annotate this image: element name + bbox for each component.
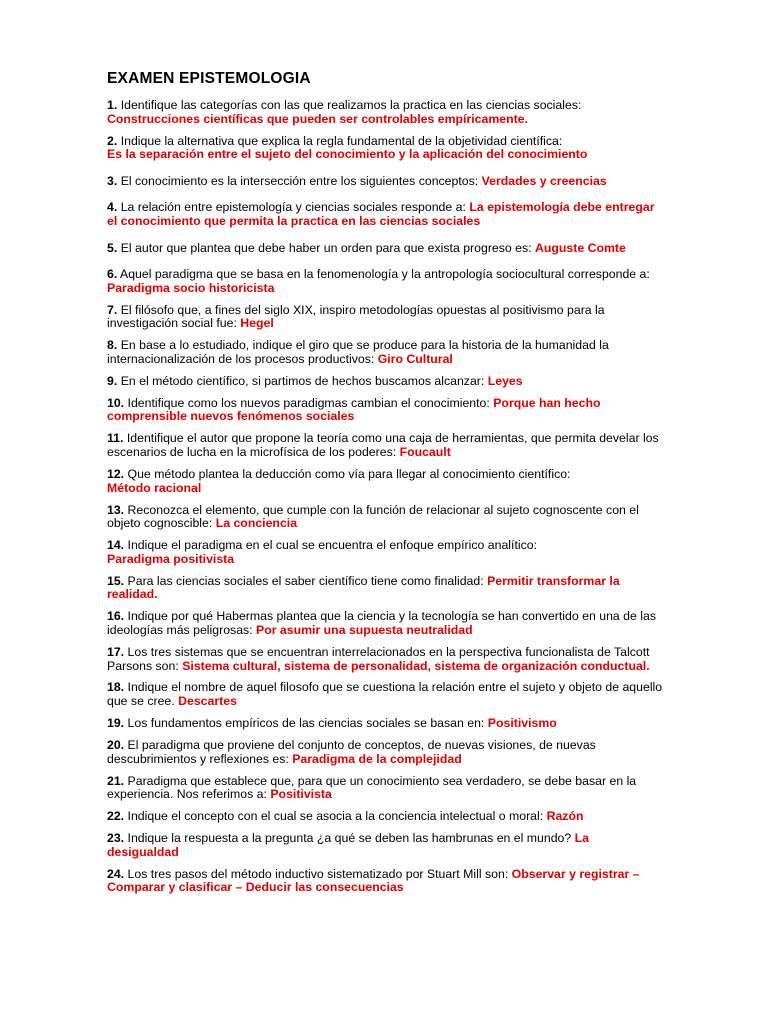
question-15 bbox=[107, 575, 663, 602]
question-answer: Por asumir una supuesta neutralidad bbox=[256, 622, 473, 637]
question-21 bbox=[107, 775, 663, 802]
question-answer: Positivismo bbox=[487, 716, 557, 731]
question-answer: Descartes bbox=[178, 694, 237, 709]
question-text: En base a lo estudiado, indique el giro que se produce para la historia de la humanidad la internacionalización de los procesos productivos: bbox=[107, 338, 609, 366]
question-text: Indique el nombre de aquel filosofo que se cuestiona la relación entre el sujeto y objeto de aquello que se cree. bbox=[107, 680, 663, 709]
question-8 bbox=[107, 339, 663, 366]
question-number: 7. bbox=[107, 302, 118, 317]
question-number: 15. bbox=[107, 573, 125, 588]
question-text: Paradigma que establece que, para que un conocimiento sea verdadero, se debe basar en la experiencia. Nos referimos a: bbox=[107, 773, 637, 802]
question-number: 22. bbox=[107, 809, 125, 824]
question-number: 6. bbox=[107, 267, 118, 282]
question-number: 12. bbox=[107, 467, 125, 482]
question-answer: Es la separación entre el sujeto del conocimiento y la aplicación del conocimiento bbox=[107, 147, 588, 162]
question-text: Identifique las categorías con las que realizamos la practica en las ciencias sociales: bbox=[120, 98, 582, 112]
question-text: Indique el concepto con el cual se asocia a la conciencia intelectual o moral: bbox=[127, 809, 544, 824]
question-text: Los tres pasos del método inductivo sistematizado por Stuart Mill son: bbox=[127, 866, 509, 881]
question-text: El filósofo que, a fines del siglo XIX, inspiro metodologías opuestas al positivismo para la investigación social fue: bbox=[107, 302, 605, 331]
question-answer: Auguste Comte bbox=[535, 240, 626, 255]
question-text: Identifique el autor que propone la teoría como una caja de herramientas, que permita develar los escenarios de lucha en la microfísica de los poderes: bbox=[107, 431, 659, 460]
question-answer: Sistema cultural, sistema de personalidad, sistema de organización conductual. bbox=[182, 658, 650, 673]
question-number: 8. bbox=[107, 338, 118, 353]
question-19 bbox=[107, 717, 663, 731]
question-6 bbox=[107, 268, 663, 295]
question-number: 9. bbox=[107, 373, 118, 388]
question-number: 20. bbox=[107, 738, 125, 753]
question-text: Indique la alternativa que explica la regla fundamental de la objetividad científica: bbox=[120, 133, 563, 148]
question-answer: Método racional bbox=[107, 480, 202, 495]
question-text: Indique la respuesta a la pregunta ¿a qué se deben las hambrunas en el mundo? bbox=[127, 831, 572, 846]
question-18 bbox=[107, 681, 663, 708]
question-number: 5. bbox=[107, 240, 118, 255]
question-answer: La epistemología debe entregar el conocimiento que permita la practica en las ciencias sociales bbox=[107, 200, 655, 228]
question-answer: Hegel bbox=[240, 316, 274, 331]
question-number: 1. bbox=[107, 98, 118, 112]
document-title: EXAMEN EPISTEMOLOGIA bbox=[107, 70, 311, 87]
question-number: 14. bbox=[107, 538, 125, 553]
question-answer: Permitir transformar la realidad. bbox=[107, 573, 620, 602]
question-22 bbox=[107, 810, 663, 824]
question-number: 13. bbox=[107, 502, 125, 517]
question-answer: Porque han hecho comprensible nuevos fenómenos sociales bbox=[107, 395, 601, 424]
question-text: Los fundamentos empíricos de las ciencias sociales se basan en: bbox=[127, 716, 485, 731]
question-1 bbox=[107, 99, 663, 126]
question-24 bbox=[107, 868, 663, 895]
question-answer: Construcciones científicas que pueden ser controlables empíricamente. bbox=[107, 111, 528, 126]
question-number: 3. bbox=[107, 173, 118, 188]
question-answer: Giro Cultural bbox=[377, 351, 453, 366]
question-number: 17. bbox=[107, 644, 125, 659]
question-number: 10. bbox=[107, 395, 125, 410]
question-text: El autor que plantea que debe haber un orden para que exista progreso es: bbox=[120, 240, 532, 255]
question-10 bbox=[107, 397, 663, 424]
question-text: Reconozca el elemento, que cumple con la función de relacionar al sujeto cognoscente con el objeto cognoscible: bbox=[107, 502, 639, 531]
question-text: Indique el paradigma en el cual se encuentra el enfoque empírico analítico: bbox=[127, 538, 538, 553]
question-text: En el método científico, si partimos de hechos buscamos alcanzar: bbox=[120, 373, 485, 388]
question-2 bbox=[107, 135, 663, 162]
question-text: Aquel paradigma que se basa en la fenomenología y la antropología sociocultural corresponde a: bbox=[120, 267, 650, 282]
question-text: La relación entre epistemología y ciencias sociales responde a: bbox=[120, 200, 466, 215]
question-number: 19. bbox=[107, 716, 125, 731]
question-13 bbox=[107, 504, 663, 531]
question-text: El conocimiento es la intersección entre los siguientes conceptos: bbox=[120, 173, 479, 188]
question-answer: Foucault bbox=[399, 445, 451, 460]
question-16 bbox=[107, 610, 663, 637]
question-23 bbox=[107, 832, 663, 859]
question-answer: Positivista bbox=[270, 787, 332, 802]
question-20 bbox=[107, 739, 663, 766]
question-12 bbox=[107, 468, 663, 495]
question-answer: Paradigma positivista bbox=[107, 551, 235, 566]
question-11 bbox=[107, 432, 663, 459]
question-number: 23. bbox=[107, 831, 125, 846]
question-text: Que método plantea la deducción como vía para llegar al conocimiento científico: bbox=[127, 467, 571, 482]
question-14 bbox=[107, 539, 663, 566]
question-answer: Paradigma de la complejidad bbox=[292, 751, 462, 766]
question-text: El paradigma que proviene del conjunto de conceptos, de nuevas visiones, de nuevas descubrimientos y reflexiones es: bbox=[107, 738, 596, 766]
question-text: Para las ciencias sociales el saber científico tiene como finalidad: bbox=[127, 573, 484, 588]
question-number: 18. bbox=[107, 680, 125, 695]
question-text: Identifique como los nuevos paradigmas cambian el conocimiento: bbox=[127, 395, 490, 410]
question-text: Los tres sistemas que se encuentran interrelacionados en la perspectiva funcionalista de Talcott Parsons son: bbox=[107, 644, 650, 673]
question-answer: Paradigma socio historicista bbox=[107, 280, 275, 295]
question-4 bbox=[107, 201, 663, 228]
question-number: 16. bbox=[107, 609, 125, 624]
question-number: 24. bbox=[107, 866, 125, 881]
exam-page bbox=[107, 70, 663, 903]
question-answer: Observar y registrar – Comparar y clasificar – Deducir las consecuencias bbox=[107, 866, 640, 895]
question-answer: Verdades y creencias bbox=[481, 173, 607, 188]
question-number: 2. bbox=[107, 133, 118, 148]
question-answer: La desigualdad bbox=[107, 831, 589, 859]
question-text: Indique por qué Habermas plantea que la ciencia y la tecnología se han convertido en una de las ideologías más peligrosas: bbox=[107, 609, 656, 637]
question-5 bbox=[107, 242, 663, 256]
question-answer: La conciencia bbox=[215, 516, 298, 531]
question-9 bbox=[107, 375, 663, 389]
question-answer: Leyes bbox=[487, 373, 523, 388]
question-number: 11. bbox=[107, 431, 124, 446]
question-3 bbox=[107, 175, 663, 189]
question-number: 21. bbox=[107, 773, 125, 788]
question-answer: Razón bbox=[546, 809, 584, 824]
question-7 bbox=[107, 304, 663, 331]
question-number: 4. bbox=[107, 200, 118, 215]
question-17 bbox=[107, 646, 663, 673]
